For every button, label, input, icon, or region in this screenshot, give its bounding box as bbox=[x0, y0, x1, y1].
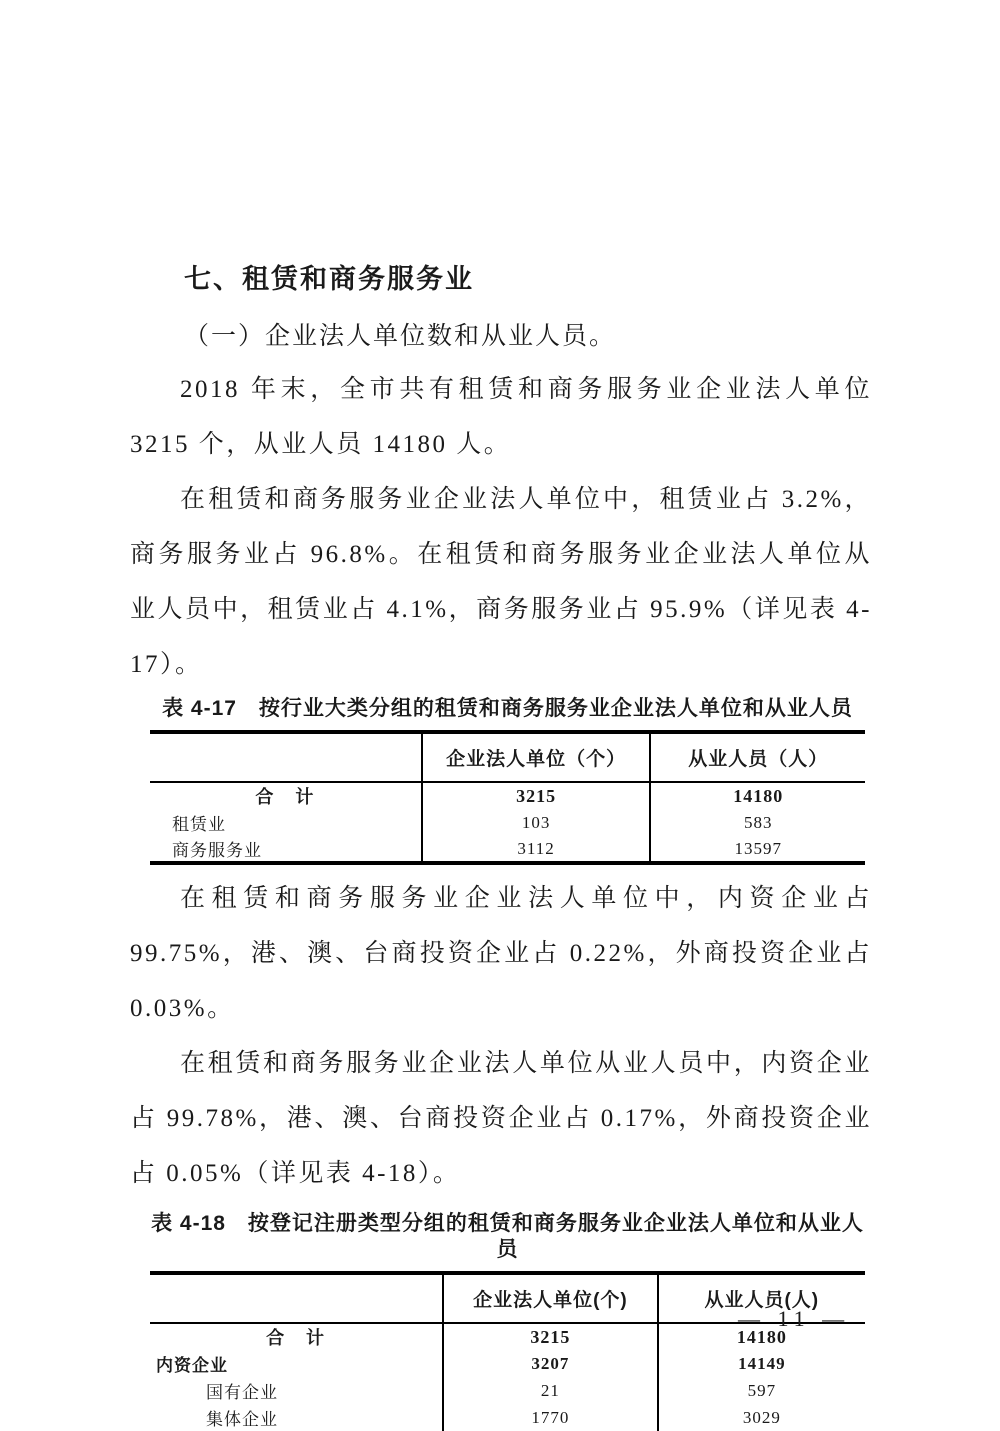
row-persons-value: 583 bbox=[650, 809, 865, 836]
row-label: 合 计 bbox=[255, 787, 316, 807]
paragraph-industry-shares: 在租赁和商务服务业企业法人单位中，租赁业占 3.2%，商务服务业占 96.8%。在租赁和商务服务业企业法人单位从业人员中，租赁业占 4.1%，商务服务业占 95.9%（详见表 4-17）。 bbox=[130, 486, 872, 678]
table-4-17-header-persons: 从业人员（人） bbox=[650, 732, 865, 782]
row-label: 集体企业 bbox=[206, 1410, 278, 1429]
row-persons-value: 14149 bbox=[658, 1350, 865, 1377]
row-units-value: 3215 bbox=[422, 782, 651, 809]
row-label: 租赁业 bbox=[172, 815, 226, 834]
table-4-18-header-empty bbox=[150, 1273, 443, 1323]
table-4-18-header-persons: 从业人员(人) bbox=[658, 1273, 865, 1323]
row-persons-value: 14180 bbox=[658, 1323, 865, 1350]
table-4-17-title: 表 4-17 按行业大类分组的租赁和商务服务业企业法人单位和从业人员 bbox=[162, 697, 853, 720]
table-4-17-header-row bbox=[150, 732, 865, 782]
paragraph-registration-units: 在租赁和商务服务业企业法人单位中，内资企业占 99.75%，港、澳、台商投资企业占 0.22%，外商投资企业占 0.03%。 bbox=[130, 885, 872, 1022]
row-units-value: 3207 bbox=[443, 1350, 658, 1377]
row-persons-value: 597 bbox=[658, 1377, 865, 1404]
table-row-state-owned bbox=[150, 1377, 865, 1404]
table-row-leasing bbox=[150, 809, 865, 836]
row-persons-value: 13597 bbox=[650, 836, 865, 863]
table-row-total bbox=[150, 782, 865, 809]
table-4-17 bbox=[150, 730, 865, 865]
row-label: 合 计 bbox=[266, 1328, 327, 1348]
page-number: — 11 — bbox=[738, 1306, 851, 1331]
table-4-18-title: 表 4-18 按登记注册类型分组的租赁和商务服务业企业法人单位和从业人员 bbox=[151, 1212, 864, 1261]
row-units-value: 1770 bbox=[443, 1404, 658, 1431]
table-4-17-header-units: 企业法人单位（个） bbox=[422, 732, 651, 782]
table-row-collective bbox=[150, 1404, 865, 1431]
table-4-17-header-empty bbox=[150, 732, 422, 782]
row-units-value: 3215 bbox=[443, 1323, 658, 1350]
section-heading: 七、租赁和商务服务业 bbox=[184, 264, 474, 294]
subsection-heading: （一）企业法人单位数和从业人员。 bbox=[184, 323, 617, 350]
table-4-18-header-units: 企业法人单位(个) bbox=[443, 1273, 658, 1323]
row-persons-value: 14180 bbox=[650, 782, 865, 809]
row-label: 商务服务业 bbox=[172, 841, 262, 860]
row-units-value: 3112 bbox=[422, 836, 651, 863]
table-row-domestic-enterprises bbox=[150, 1350, 865, 1377]
row-label: 国有企业 bbox=[206, 1383, 278, 1402]
row-persons-value: 3029 bbox=[658, 1404, 865, 1431]
row-label: 内资企业 bbox=[156, 1356, 228, 1375]
page-content bbox=[130, 262, 872, 1431]
paragraph-overview: 2018 年末，全市共有租赁和商务服务业企业法人单位 3215 个，从业人员 14180 人。 bbox=[130, 376, 872, 458]
paragraph-registration-staff: 在租赁和商务服务业企业法人单位从业人员中，内资企业占 99.78%，港、澳、台商投资企业占 0.17%，外商投资企业占 0.05%（详见表 4-18）。 bbox=[130, 1050, 872, 1187]
row-units-value: 103 bbox=[422, 809, 651, 836]
row-units-value: 21 bbox=[443, 1377, 658, 1404]
table-row-business-services bbox=[150, 836, 865, 863]
table-4-18 bbox=[150, 1271, 865, 1431]
